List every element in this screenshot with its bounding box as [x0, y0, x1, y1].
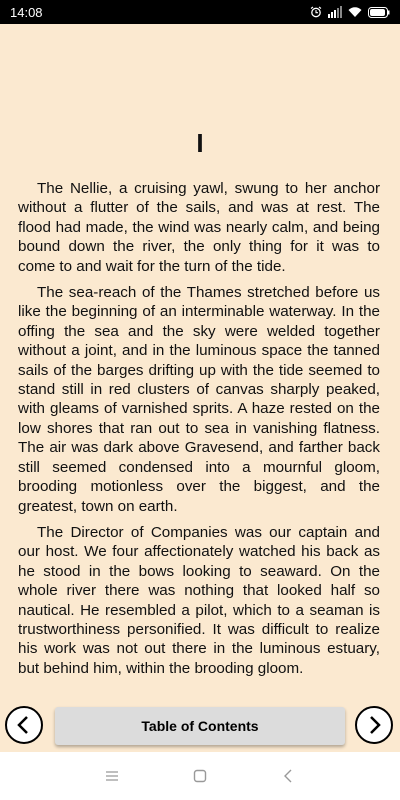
paragraph: The sea-reach of the Thames stretched before us like the beginning of an interminable waterway. In the offing the sea and the sky were welded together without a joint, and in the luminous space the tanned sails of the barges drifting up with the tide seemed to stand still in red clusters of canvas sharply peaked, with gleams of varnished sprits. A haze rested on the low shores that ran out to sea in vanishing flatness. The air was dark above Gravesend, and farther back still seemed condensed into a mournful gloom, brooding motionless over the biggest, and the greatest, town on earth. [18, 284, 380, 515]
battery-icon [368, 7, 390, 18]
previous-page-button[interactable] [5, 706, 43, 744]
back-icon[interactable] [276, 764, 300, 788]
system-navigation-bar [0, 752, 400, 800]
paragraph: The Nellie, a cruising yawl, swung to her anchor without a flutter of the sails, and was at rest. The flood had made, the wind was nearly calm, and being bound down the river, the only thing for it was to come to and wait for the turn of the tide. [18, 180, 380, 275]
signal-icon [328, 6, 342, 18]
chevron-right-icon [366, 715, 382, 735]
alarm-icon [310, 6, 322, 18]
home-icon[interactable] [188, 764, 212, 788]
chevron-left-icon [16, 715, 32, 735]
reader-navigation [0, 700, 400, 752]
menu-icon[interactable] [100, 764, 124, 788]
reader-content[interactable] [0, 24, 400, 700]
chapter-text [18, 179, 380, 685]
table-of-contents-button[interactable]: Table of Contents [55, 707, 345, 745]
status-bar [0, 0, 400, 24]
status-time: 14:08 [10, 4, 43, 20]
paragraph: The Director of Companies was our captain and our host. We four affectionately watched his back as he stood in the bows looking to seaward. On the whole river there was nothing that looked half so nautical. He resembled a pilot, which to a seaman is trustworthiness personified. It was difficult to realize his work was not out there in the luminous estuary, but behind him, within the brooding gloom. [18, 523, 380, 677]
next-page-button[interactable] [355, 706, 393, 744]
wifi-icon [348, 6, 362, 18]
status-icons [310, 6, 390, 18]
chapter-title: I [196, 128, 204, 158]
